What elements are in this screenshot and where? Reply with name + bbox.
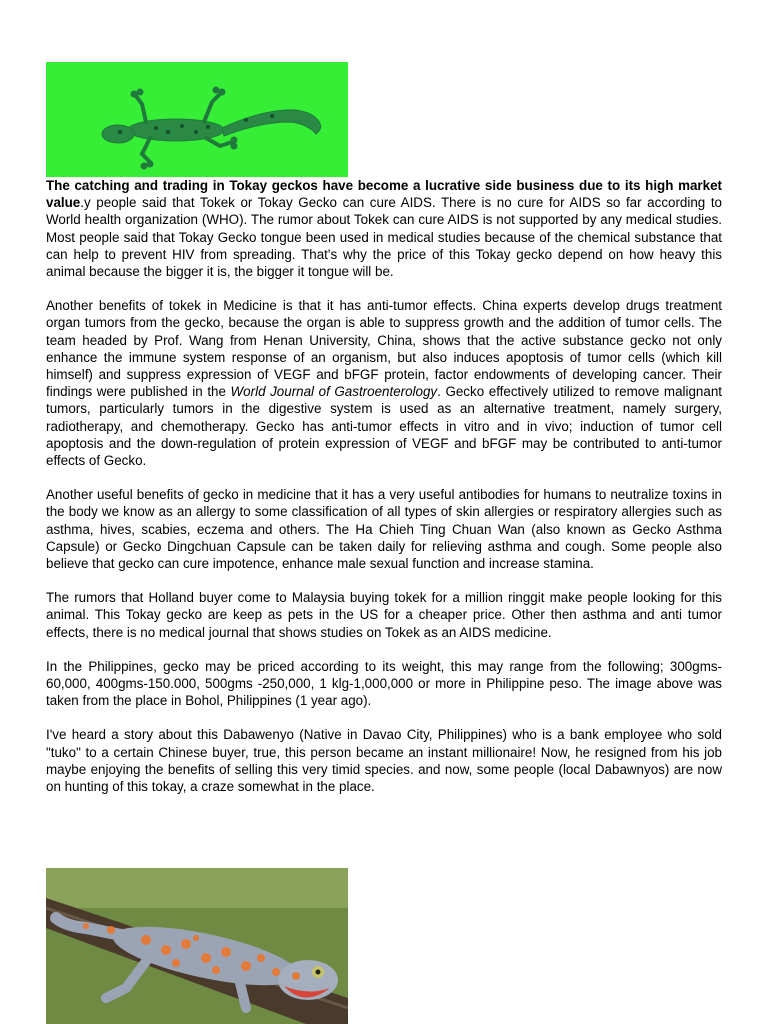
gecko-image-bottom: [46, 868, 348, 1024]
paragraph-1: [46, 177, 722, 280]
paragraph-4: The rumors that Holland buyer come to Malaysia buying tokek for a million ringgit make people looking for this animal. This Tokay gecko are keep as pets in the US for a cheaper price. Other then asthma and anti tumor effects, there is no medical journal that shows studies on Tokek as an AIDS medicine.: [46, 590, 722, 640]
paragraph-3: Another useful benefits of gecko in medicine that it has a very useful antibodies for humans to neutralize toxins in the body we know as an allergy to some classification of all types of skin allergies or respiratory allergies such as asthma, hives, scabies, eczema and others. The Ha Chieh Ting Chuan Wan (also known as Gecko Asthma Capsule) or Gecko Dingchuan Capsule can be taken daily for relieving asthma and cough. Some people also believe that gecko can cure impotence, enhance male sexual function and increase stamina.: [46, 487, 722, 572]
article-body: [46, 177, 722, 795]
paragraph-2-a: Another benefits of tokek in Medicine is that it has anti-tumor effects. China experts develop drugs treatment organ tumors from the gecko, because the organ is able to suppress growth and the addition of tumor cells. The team headed by Prof. Wang from Henan University, China, shows that the active substance gecko not only enhance the immune system response of an organism, but also induces apoptosis of tumor cells (which kill himself) and suppress expression of VEGF and bFGF protein, factor endowments of developing cancer. Their findings were published in the: [46, 298, 722, 400]
paragraph-2-b: . Gecko effectively utilized to remove malignant tumors, particularly tumors in the digestive system is used as an alternative treatment, namely surgery, radiotherapy, and chemotherapy. Gecko has anti-tumor effects in vitro and in vivo; induction of tumor cell apoptosis and the down-regulation of protein expression of VEGF and bFGF may be contributed to anti-tumor effects of Gecko.: [46, 384, 722, 469]
paragraph-5: In the Philippines, gecko may be priced according to its weight, this may range from the following; 300gms-60,000, 400gms-150.000, 500gms -250,000, 1 klg-1,000,000 or more in Philippine peso. The image above was taken from the place in Bohol, Philippines (1 year ago).: [46, 658, 722, 709]
gecko-image-top: [46, 62, 348, 177]
green-gecko-illustration: [46, 62, 348, 177]
paragraph-6: I've heard a story about this Dabawenyo (Native in Davao City, Philippines) who is a bank employee who sold "tuko" to a certain Chinese buyer, true, this person became an instant millionaire! Now, he resigned from his job maybe enjoying the benefits of selling this very timid species. and now, some people (local Dabawnyos) are now on hunting of this tokay, a craze somewhat in the place.: [46, 727, 722, 795]
paragraph-2: [46, 297, 722, 469]
paragraph-1-rest: .y people said that Tokek or Tokay Gecko can cure AIDS. There is no cure for AIDS so far according to World health organization (WHO). The rumor about Tokek can cure AIDS is not supported by any medical studies. Most people said that Tokay Gecko tongue been used in medical studies because of the chemical substance that can help to prevent HIV from spreading. That's why the price of this Tokay gecko depend on how heavy this animal because the bigger it is, the bigger it tongue will be.: [46, 195, 722, 280]
paragraph-1-bold: The catching and trading in Tokay geckos have become a lucrative side business due to its high market value: [46, 178, 722, 211]
tokay-gecko-photo: [46, 868, 348, 1024]
journal-title: World Journal of Gastroenterology: [230, 384, 438, 400]
